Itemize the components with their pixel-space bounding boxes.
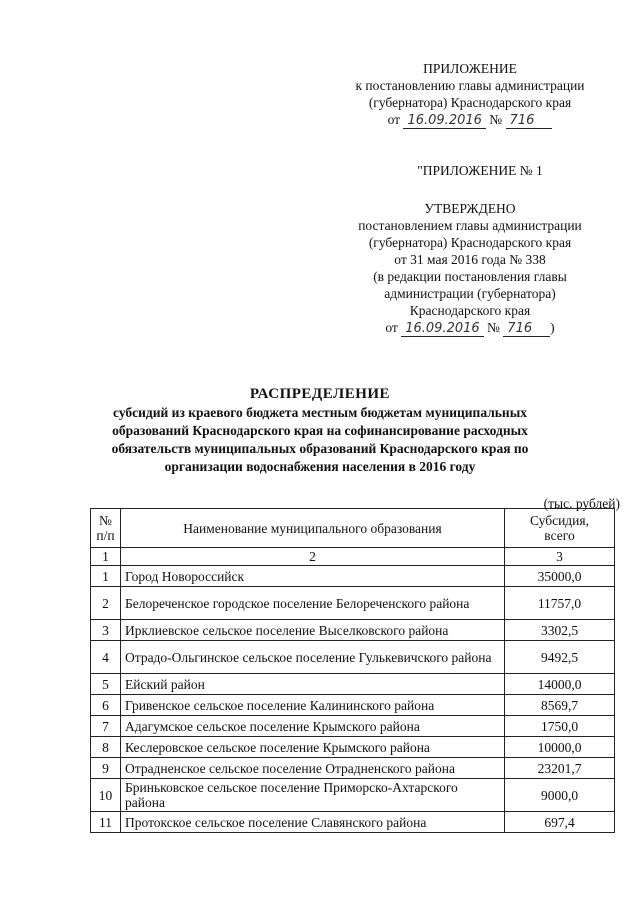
table-row (91, 812, 615, 833)
appendix-title: ПРИЛОЖЕНИЕ (423, 61, 517, 76)
row-num: 7 (91, 716, 121, 737)
header-num-line-1: № (99, 513, 112, 528)
row-num: 4 (91, 641, 121, 674)
approved-block (330, 200, 610, 337)
row-name: Город Новороссийск (121, 566, 505, 587)
closing-paren: ) (550, 320, 555, 335)
row-value: 9000,0 (505, 779, 615, 812)
table-row (91, 620, 615, 641)
appendix-one-block (380, 162, 580, 179)
row-name: Протокское сельское поселение Славянского района (121, 812, 505, 833)
table-row (91, 641, 615, 674)
document-subtitle-4: организации водоснабжения населения в 2016 году (164, 459, 476, 474)
row-num: 10 (91, 779, 121, 812)
row-name: Кеслеровское сельское поселение Крымского района (121, 737, 505, 758)
from-label: от (385, 320, 398, 335)
appendix-one-title: "ПРИЛОЖЕНИЕ № 1 (417, 163, 543, 178)
units-label: (тыс. рублей) (543, 496, 620, 511)
handwritten-date: 16.09.2016 (401, 321, 483, 337)
table-header-row (91, 509, 615, 548)
table-row (91, 779, 615, 812)
number-label: № (489, 112, 503, 127)
document-subtitle-2: образований Краснодарского края на софинансирование расходных (112, 423, 528, 438)
appendix-line-2: (губернатора) Краснодарского края (368, 95, 572, 110)
row-num: 8 (91, 737, 121, 758)
row-name: Ирклиевское сельское поселение Выселковского района (121, 620, 505, 641)
table-row (91, 566, 615, 587)
number-label: № (487, 320, 500, 335)
row-name: Отрадненское сельское поселение Отрадненского района (121, 758, 505, 779)
approved-line-1: постановлением главы администрации (358, 218, 582, 233)
row-name: Адагумское сельское поселение Крымского района (121, 716, 505, 737)
table-row (91, 674, 615, 695)
row-value: 11757,0 (505, 587, 615, 620)
header-num (91, 509, 121, 548)
row-value: 9492,5 (505, 641, 615, 674)
header-num-line-2: п/п (96, 528, 115, 543)
row-num: 1 (91, 566, 121, 587)
row-num: 3 (91, 620, 121, 641)
approved-line-3: от 31 мая 2016 года № 338 (394, 252, 546, 267)
table-row (91, 758, 615, 779)
approved-title: УТВЕРЖДЕНО (424, 201, 516, 216)
header-value-line-2: всего (544, 528, 575, 543)
table-row (91, 716, 615, 737)
header-value-line-1: Субсидия, (529, 513, 589, 528)
table-row (91, 737, 615, 758)
row-value: 8569,7 (505, 695, 615, 716)
row-value: 3302,5 (505, 620, 615, 641)
row-num: 2 (91, 587, 121, 620)
row-value: 14000,0 (505, 674, 615, 695)
index-cell: 2 (121, 548, 505, 566)
handwritten-number: 716 (506, 113, 539, 129)
header-value (505, 509, 615, 548)
row-name: Ейский район (121, 674, 505, 695)
row-value: 23201,7 (505, 758, 615, 779)
underline-blank (536, 322, 550, 337)
handwritten-date: 16.09.2016 (403, 113, 485, 129)
row-value: 10000,0 (505, 737, 615, 758)
row-name: Гривенское сельское поселение Калининского района (121, 695, 505, 716)
appendix-date-line (330, 111, 610, 129)
row-num: 11 (91, 812, 121, 833)
approved-line-5: администрации (губернатора) (384, 286, 556, 301)
row-name: Белореченское городское поселение Белореченского района (121, 587, 505, 620)
row-value: 1750,0 (505, 716, 615, 737)
row-value: 35000,0 (505, 566, 615, 587)
approved-date-line (330, 319, 610, 337)
handwritten-number: 716 (503, 321, 536, 337)
row-num: 9 (91, 758, 121, 779)
index-cell: 1 (91, 548, 121, 566)
index-cell: 3 (505, 548, 615, 566)
header-name: Наименование муниципального образования (121, 509, 505, 548)
appendix-header (330, 60, 610, 129)
document-subtitle-1: субсидий из краевого бюджета местным бюджетам муниципальных (113, 405, 527, 420)
document-subtitle-3: обязательств муниципальных образований Краснодарского края по (111, 441, 529, 456)
approved-line-6: Краснодарского края (409, 303, 531, 318)
appendix-line-1: к постановлению главы администрации (355, 78, 585, 93)
table-index-row (91, 548, 615, 566)
approved-line-2: (губернатора) Краснодарского края (368, 235, 572, 250)
row-name: Отрадо-Ольгинское сельское поселение Гулькевичского района (121, 641, 505, 674)
subsidy-table (90, 508, 615, 833)
from-label: от (387, 112, 401, 127)
row-name: Бриньковское сельское поселение Приморско-Ахтарского района (121, 779, 505, 812)
approved-line-4: (в редакции постановления главы (373, 269, 567, 284)
table-row (91, 695, 615, 716)
row-num: 5 (91, 674, 121, 695)
table-row (91, 587, 615, 620)
document-title: РАСПРЕДЕЛЕНИЕ (249, 386, 391, 402)
row-value: 697,4 (505, 812, 615, 833)
document-title-block (90, 385, 550, 476)
row-num: 6 (91, 695, 121, 716)
underline-blank (538, 114, 552, 129)
